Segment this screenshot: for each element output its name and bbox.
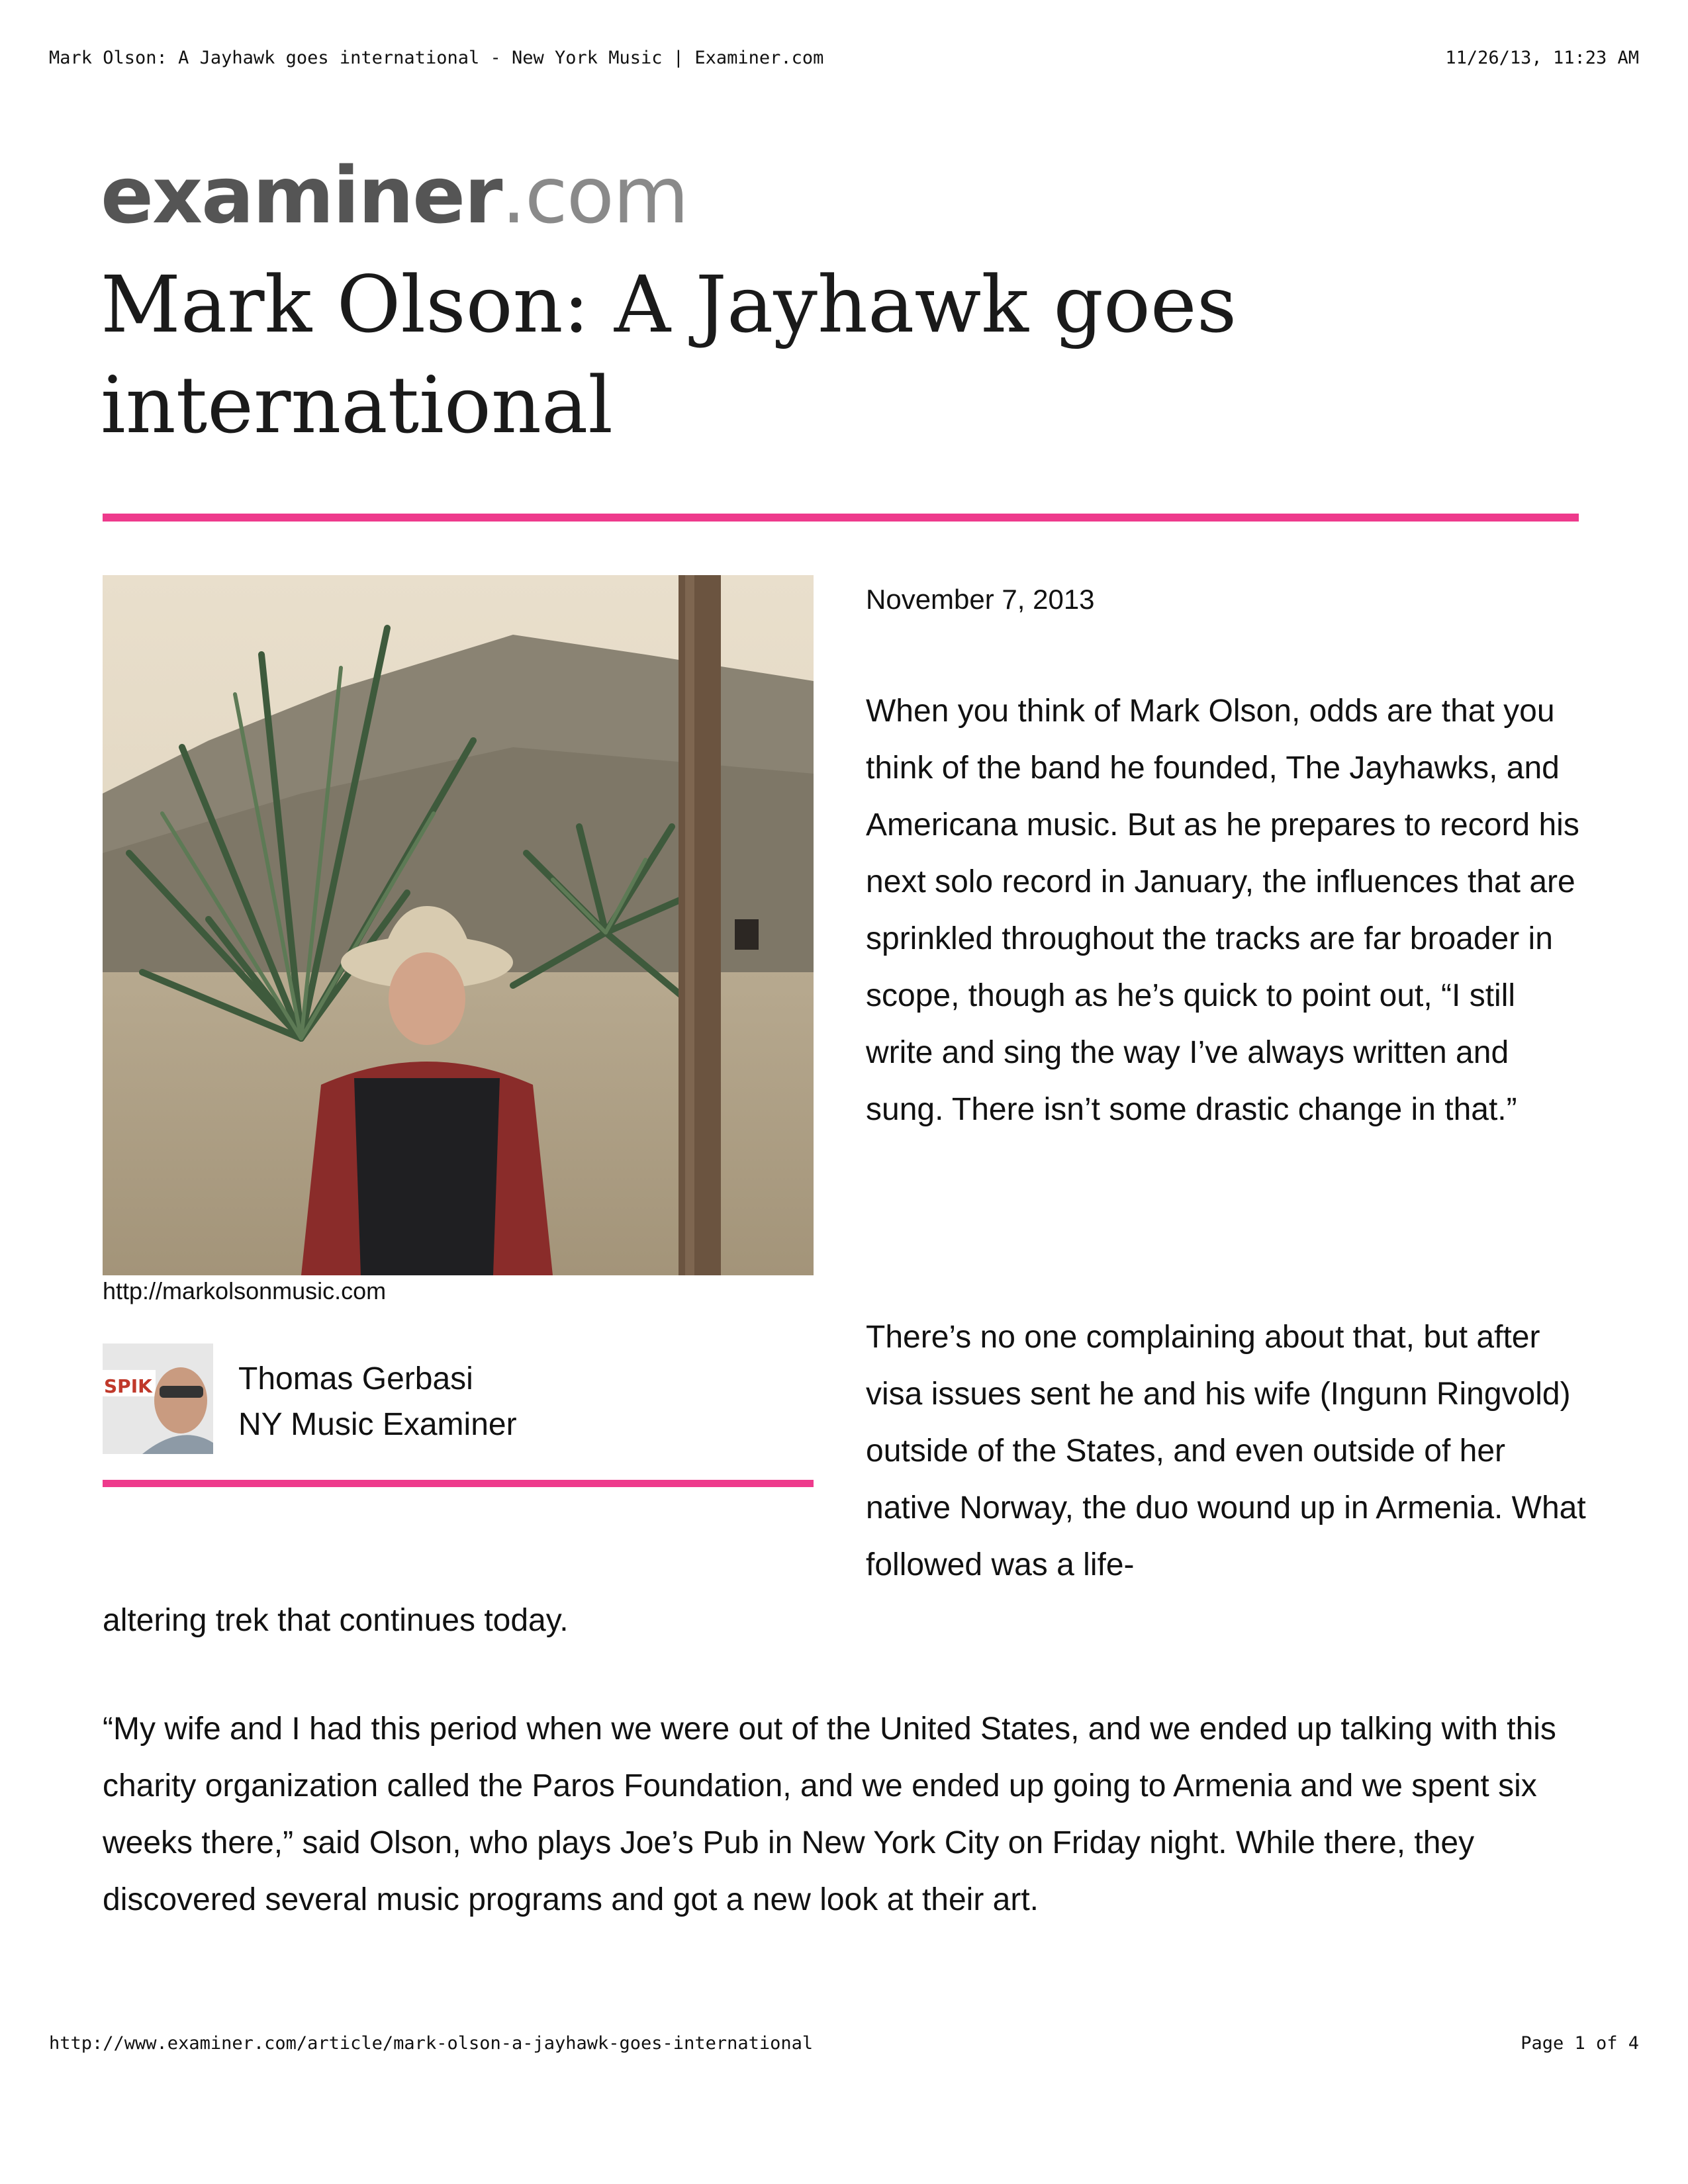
article-paragraph-2: There’s no one complaining about that, but after visa issues sent he and his wife (Ingunn Ringvold) outside of the States, and even outside of her native Norway, the duo wound up in Armenia. What followed was a life- bbox=[866, 1320, 1586, 1582]
logo-main-text: examiner bbox=[101, 150, 502, 241]
print-timestamp: 11/26/13, 11:23 AM bbox=[1445, 48, 1639, 68]
title-divider bbox=[103, 514, 1579, 522]
print-page-number: Page 1 of 4 bbox=[1521, 2033, 1639, 2054]
author-thumb-text: SPIK bbox=[104, 1375, 152, 1397]
print-url[interactable]: http://www.examiner.com/article/mark-olson-a-jayhawk-goes-international bbox=[49, 2033, 814, 2054]
photo-illustration bbox=[103, 575, 814, 1275]
article-paragraph-1: When you think of Mark Olson, odds are that you think of the band he founded, The Jayhawks, and Americana music. But as he prepares to record his next solo record in January, the influences that are sprinkled throughout the tracks are far broader in scope, though as he’s quick to point out, “I still write and sing the way I’ve always written and sung. There isn’t some drastic change in that.” bbox=[866, 694, 1579, 1127]
author-role: NY Music Examiner bbox=[238, 1407, 517, 1442]
author-divider bbox=[103, 1480, 814, 1487]
article-title: Mark Olson: A Jayhawk goes international bbox=[101, 259, 1237, 451]
article-paragraph-3: “My wife and I had this period when we were out of the United States, and we ended up talking with this charity organization called the Paros Foundation, and we ended up going to Armenia and we spent six weeks there,” said Olson, who plays Joe’s Pub in New York City on Friday night. While there, they discovered several music programs and got a new look at their art. bbox=[103, 1711, 1556, 1917]
author-avatar[interactable] bbox=[103, 1343, 213, 1454]
photo-caption[interactable]: http://markolsonmusic.com bbox=[103, 1277, 387, 1304]
author-avatar-image bbox=[103, 1343, 213, 1454]
print-page-title: Mark Olson: A Jayhawk goes international - New York Music | Examiner.com bbox=[49, 48, 824, 68]
examiner-logo[interactable] bbox=[101, 150, 688, 241]
article-photo bbox=[103, 575, 814, 1275]
article-date: November 7, 2013 bbox=[866, 584, 1095, 615]
author-name[interactable]: Thomas Gerbasi bbox=[238, 1361, 473, 1396]
article-paragraph-2-continued: altering trek that continues today. bbox=[103, 1603, 569, 1638]
logo-tld-text: .com bbox=[501, 150, 688, 241]
